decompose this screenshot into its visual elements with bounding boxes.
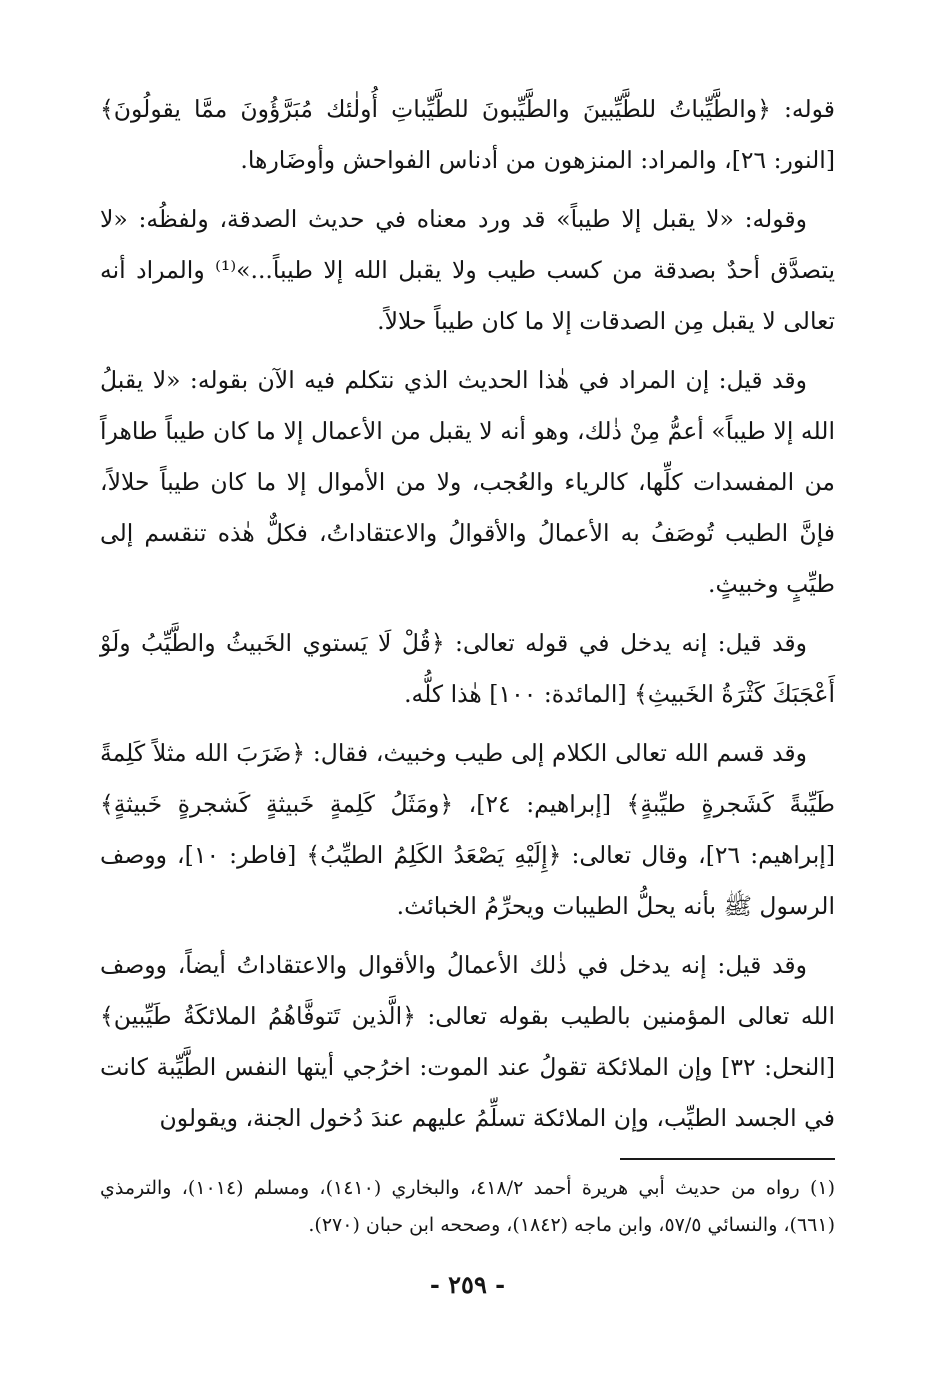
paragraph: وقد قيل: إنه يدخل في قوله تعالى: ﴿قُلْ لَا يَستوي الخَبيثُ والطَّيِّبُ ولَوْ أَعْجَبَكَ كَثْرَةُ الخَبيثِ﴾ [المائدة: ١٠٠] هٰذا كلُّه. — [100, 629, 835, 708]
page-number: - ٢٥٩ - — [429, 1270, 506, 1299]
paragraph: وقد قيل: إنه يدخل في ذٰلك الأعمالُ والأقوال والاعتقاداتُ أيضاً، ووصف الله تعالى المؤمنين بالطيب بقوله تعالى: ﴿الَّذين تَتوفَّاهُمُ الملائكَةُ طَيِّبين﴾ [النحل: ٣٢] وإن الملائكة تقولُ عند الموت: اخرُجي أيتها النفس الطَّيِّبة كانت في الجسد الطيِّب، وإن الملائكة تسلِّمُ عليهم عندَ دُخول الجنة، ويقولون — [100, 951, 835, 1132]
footnote-separator — [620, 1158, 835, 1160]
paragraph: وقد قسم الله تعالى الكلام إلى طيب وخبيث، فقال: ﴿ضَرَبَ الله مثلاً كَلِمةً طَيِّبةً كَشَجرةٍ طيِّبةٍ﴾ [إبراهيم: ٢٤]، ﴿ومَثَلُ كَلِمةٍ خَبيثةٍ كَشجرةٍ خَبيثةٍ﴾ [إبراهيم: ٢٦]، وقال تعالى: ﴿إِلَيْهِ يَصْعَدُ الكَلِمُ الطيِّبُ﴾ [فاطر: ١٠]، ووصف الرسول ﷺ بأنه يحلُّ الطيبات ويحرِّمُ الخبائث. — [100, 739, 835, 920]
footnotes — [100, 1170, 835, 1244]
paragraph: وقوله: «لا يقبل إلا طيباً» قد ورد معناه في حديث الصدقة، ولفظُه: «لا يتصدَّق أحدٌ بصدقة من كسب طيب ولا يقبل الله إلا طيباً...»⁽¹⁾ والمراد أنه تعالى لا يقبل مِن الصدقات إلا ما كان طيباً حلالاً. — [100, 205, 835, 335]
footnote: (١) رواه من حديث أبي هريرة أحمد ٤١٨/٢، والبخاري (١٤١٠)، ومسلم (١٠١٤)، والترمذي (٦٦١)، والنسائي ٥٧/٥، وابن ماجه (١٨٤٢)، وصححه ابن حبان (٢٧٠). — [100, 1177, 835, 1236]
paragraph: قوله: ﴿والطَّيِّباتُ للطَّيِّبينَ والطَّيِّبونَ للطَّيِّباتِ أُولٰئك مُبَرَّؤُونَ ممَّا يقولُونَ﴾ [النور: ٢٦]، والمراد: المنزهون من أدناس الفواحش وأوضَارها. — [100, 95, 835, 174]
paragraph: وقد قيل: إن المراد في هٰذا الحديث الذي نتكلم فيه الآن بقوله: «لا يقبلُ الله إلا طيباً» أعمُّ مِنْ ذٰلك، وهو أنه لا يقبل من الأعمال إلا ما كان طيباً طاهراً من المفسدات كلِّها، كالرياء والعُجب، ولا من الأموال إلا ما كان طيباً حلالاً، فإنَّ الطيب تُوصَفُ به الأعمالُ والأقوالُ والاعتقاداتُ، فكلٌّ هٰذه تنقسم إلى طيِّبٍ وخبيثٍ. — [100, 366, 835, 598]
main-text — [100, 84, 835, 1144]
